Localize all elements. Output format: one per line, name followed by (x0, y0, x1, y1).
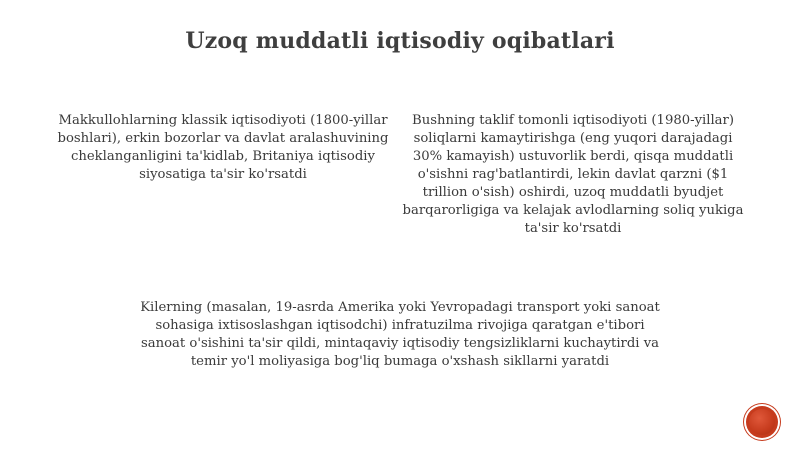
bottom-text-block: Kilerning (masalan, 19-asrda Amerika yoki Yevropadagi transport yoki sanoat sohasiga ixtisoslashgan iqtisodchi) infratuzilma rivojiga qaratgan e'tibori sanoat o'sishini ta'sir qildi, mintaqaviy iqtisodiy tengsizliklarni kuchaytirdi va temir yo'l moliyasiga bog'liq bumaga o'xshash sikllarni yaratdi (140, 300, 660, 369)
left-text-block: Makkullohlarning klassik iqtisodiyoti (1800-yillar boshlari), erkin bozorlar va davlat aralashuvining cheklanganligini ta'kidlab, Britaniya iqtisodiy siyosatiga ta'sir ko'rsatdi (57, 113, 389, 182)
slide-title: Uzoq muddatli iqtisodiy oqibatlari (185, 28, 615, 54)
right-text-block: Bushning taklif tomonli iqtisodiyoti (1980-yillar) soliqlarni kamaytirishga (eng yuqori darajadagi 30% kamayish) ustuvorlik berdi, qisqa muddatli o'sishni rag'batlantirdi, lekin davlat qarzni ($1 trillion o'sish) oshirdi, uzoq muddatli byudjet barqarorligiga va kelajak avlodlarning soliq yukiga ta'sir ko'rsatdi (402, 113, 744, 236)
circle-nav-icon (749, 409, 775, 435)
next-slide-button[interactable] (746, 406, 778, 438)
